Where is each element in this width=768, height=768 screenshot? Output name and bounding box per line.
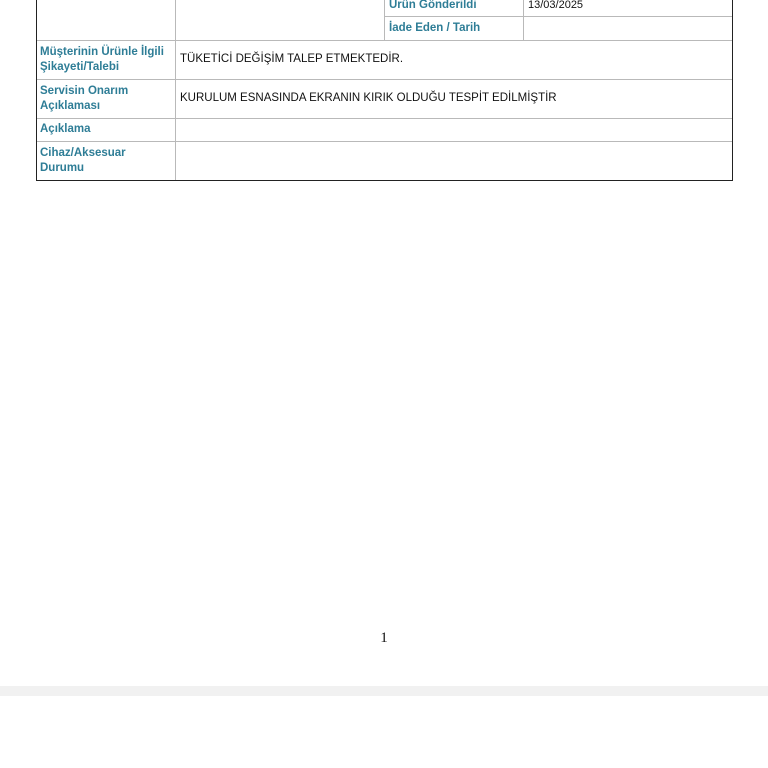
repair-label-line1: Servisin Onarım [40, 85, 129, 97]
device-condition-label-line2: Durumu [40, 162, 85, 174]
page-gap [0, 686, 768, 696]
shipped-label: Ürün Gönderildi [389, 0, 477, 11]
repair-label-line2: Açıklaması [40, 100, 101, 112]
row-divider-1 [37, 40, 732, 41]
device-condition-label-line1: Cihaz/Aksesuar [40, 147, 126, 159]
complaint-label-line2: Şikayeti/Talebi [40, 61, 120, 73]
complaint-label-line1: Müşterinin Ürünle İlgili [40, 46, 164, 58]
repair-value: KURULUM ESNASINDA EKRANIN KIRIK OLDUĞU TESPİT EDİLMİŞTİR [180, 92, 557, 104]
row-divider-4 [37, 141, 732, 142]
next-page-area [0, 696, 768, 768]
page-number: 1 [380, 630, 388, 646]
row-divider-2 [37, 79, 732, 80]
returned-label: İade Eden / Tarih [389, 22, 481, 34]
complaint-value: TÜKETİCİ DEĞİŞİM TALEP ETMEKTEDİR. [180, 53, 404, 65]
description-label: Açıklama [40, 123, 91, 135]
row-divider-3 [37, 118, 732, 119]
shipped-date: 13/03/2025 [528, 0, 584, 11]
top-row-divider [384, 16, 732, 17]
label-column-divider [175, 0, 176, 180]
top-section-divider-left [384, 0, 385, 40]
top-section-divider-right [523, 0, 524, 40]
